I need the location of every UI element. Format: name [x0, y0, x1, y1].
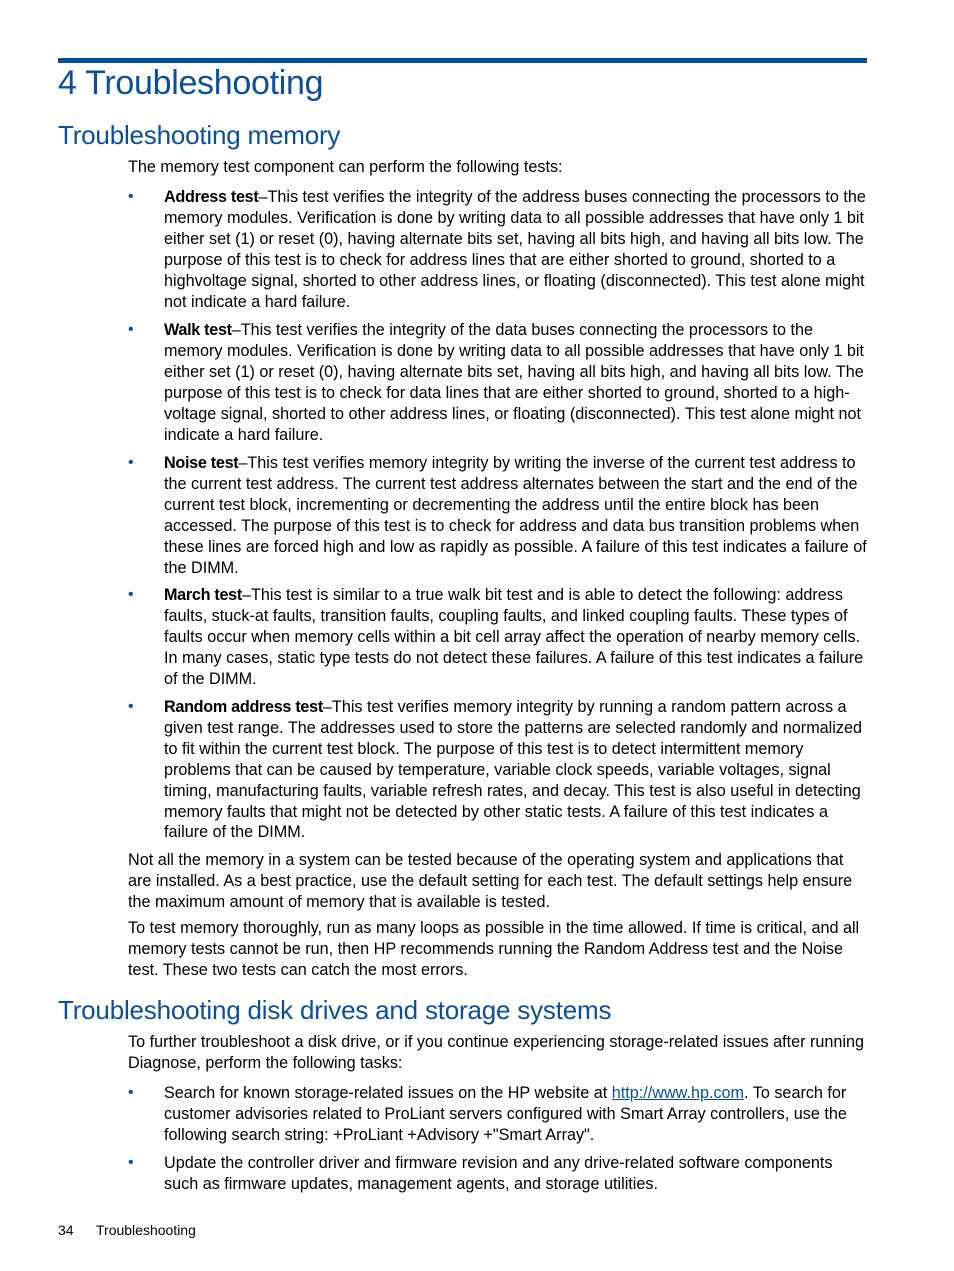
- test-term: Walk test: [164, 321, 232, 339]
- bullet-icon: •: [128, 454, 134, 471]
- list-item-text: [164, 1083, 868, 1146]
- section-heading-memory: Troubleshooting memory: [58, 120, 341, 150]
- task-text-after-link: . To search for customer advisories related to ProLiant servers configured with Smart Array controllers, use the following search string: +ProLiant +Advisory +"Smart Array".: [164, 1084, 847, 1144]
- page-footer: [58, 1222, 196, 1238]
- test-description: –This test verifies the integrity of the data buses connecting the processors to the memory modules. Verification is done by writing data to all possible addresses that have only 1 bit either set (1) or reset (0), having alternate bits set, having all bits high, and having all bits low. The purpose of this test is to check for data lines that are either shorted to ground, shorted to a high-voltage signal, shorted to other address lines, or floating (disconnected). This test alone might not indicate a hard failure.: [164, 321, 865, 444]
- test-description: –This test verifies memory integrity by running a random pattern across a given test range. The addresses used to store the patterns are selected randomly and normalized to fit within the current test block. The purpose of this test is to detect intermittent memory problems that can be caused by temperature, variable clock speeds, variable voltages, signal timing, manufacturing faults, variable refresh rates, and decay. This test is also useful in detecting memory faults that might not be detected by other static tests. A failure of this test indicates a failure of the DIMM.: [164, 698, 862, 842]
- bullet-icon: •: [128, 188, 134, 205]
- test-term: Address test: [164, 188, 259, 206]
- list-item-text: [164, 697, 868, 843]
- list-item-text: [164, 585, 868, 690]
- bullet-icon: •: [128, 586, 134, 603]
- bullet-icon: •: [128, 321, 134, 338]
- page-number: 34: [58, 1222, 74, 1238]
- chapter-top-rule: [58, 58, 867, 63]
- chapter-title: 4 Troubleshooting: [58, 64, 324, 102]
- footer-section-title: Troubleshooting: [96, 1222, 196, 1238]
- test-term: Noise test: [164, 454, 239, 472]
- bullet-icon: •: [128, 1154, 134, 1171]
- list-item-text: [164, 187, 868, 312]
- test-term: Random address test: [164, 698, 323, 716]
- section-heading-storage: Troubleshooting disk drives and storage systems: [58, 995, 612, 1025]
- test-description: –This test verifies the integrity of the address buses connecting the processors to the memory modules. Verification is done by writing data to all possible addresses that have only 1 bit either set (1) or reset (0), having alternate bits set, having all bits high, and having all bits low. The purpose of this test is to check for address lines that are either shorted to ground, shorted to a highvoltage signal, shorted to other address lines, or floating (disconnected). This test alone might not indicate a hard failure.: [164, 188, 866, 311]
- storage-intro: To further troubleshoot a disk drive, or if you continue experiencing storage-related issues after running Diagnose, perform the following tasks:: [128, 1033, 865, 1072]
- task-text-before-link: Search for known storage-related issues on the HP website at: [164, 1084, 612, 1102]
- memory-paragraph-loops: To test memory thoroughly, run as many loops as possible in the time allowed. If time is critical, and all memory tests cannot be run, then HP recommends running the Random Address test and the Noise test. These two tests can catch the most errors.: [128, 919, 860, 979]
- memory-paragraph-defaults: Not all the memory in a system can be tested because of the operating system and applications that are installed. As a best practice, use the default setting for each test. The default settings help ensure the maximum amount of memory that is available is tested.: [128, 851, 853, 911]
- bullet-icon: •: [128, 698, 134, 715]
- test-term: March test: [164, 586, 242, 604]
- list-item-text: [164, 453, 868, 578]
- bullet-icon: •: [128, 1084, 134, 1101]
- test-description: –This test is similar to a true walk bit test and is able to detect the following: address faults, stuck-at faults, transition faults, coupling faults, and linked coupling faults. These types of faults occur when memory cells within a bit cell array affect the operation of nearby memory cells. In many cases, static type tests do not detect these failures. A failure of this test indicates a failure of the DIMM.: [164, 586, 864, 688]
- list-item-text: Update the controller driver and firmware revision and any drive-related software components such as firmware updates, management agents, and storage utilities.: [164, 1154, 833, 1193]
- memory-intro: The memory test component can perform the following tests:: [128, 158, 563, 176]
- hp-website-link[interactable]: http://www.hp.com: [611, 1084, 745, 1102]
- list-item-text: [164, 320, 868, 445]
- test-description: –This test verifies memory integrity by writing the inverse of the current test address to the current test address. The current test address alternates between the start and the end of the current test block, incrementing or decrementing the address until the entire block has been accessed. The purpose of this test is to check for address and data bus transition problems when these lines are forced high and low as rapidly as possible. A failure of this test indicates a failure of the DIMM.: [164, 454, 867, 577]
